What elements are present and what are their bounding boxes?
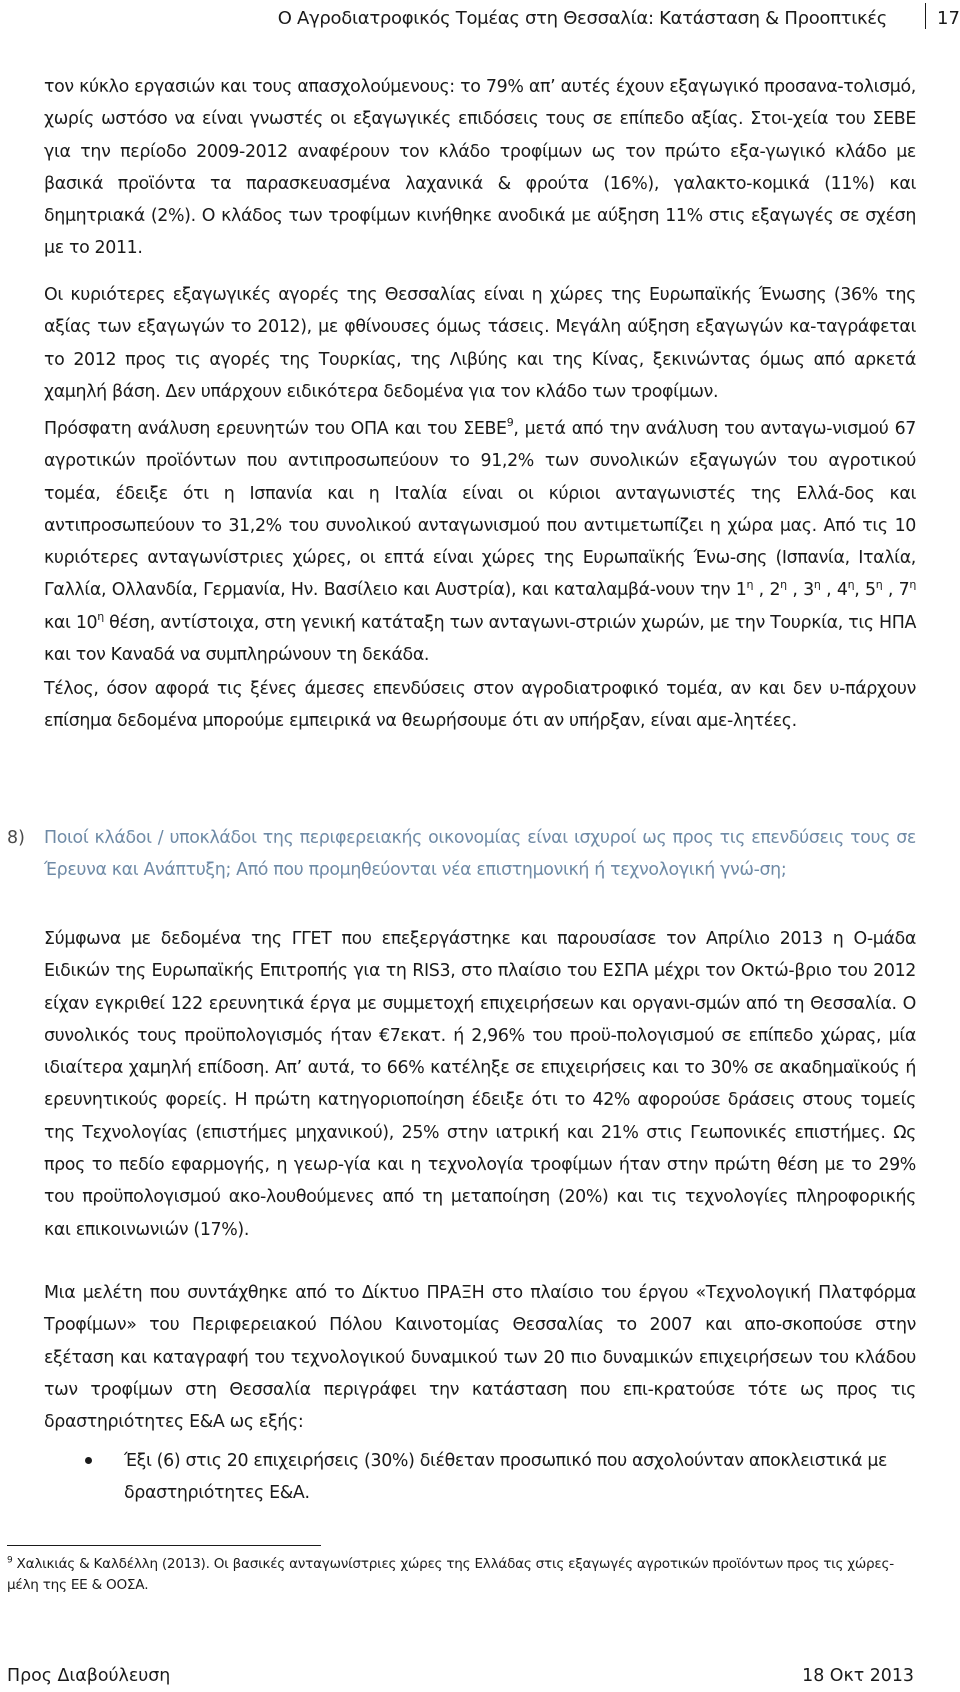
page-header — [0, 0, 960, 40]
ordinal-suffix: η — [813, 577, 821, 591]
text-run: , 4 — [820, 580, 848, 601]
ordinal-suffix: η — [875, 577, 883, 591]
bullet-icon — [85, 1457, 92, 1464]
paragraph-foreign-investment: Τέλος, όσον αφορά τις ξένες άμεσες επενδύσεις στον αγροδιατροφικό τομέα, αν και δεν υ-πάρχουν επίσημα δεδομένα μπορούμε εμπειρικά να θεωρήσουμε ότι αν υπήρξαν, είναι αμε-λητέες. — [44, 679, 916, 732]
paragraph-exports-profile: τον κύκλο εργασιών και τους απασχολούμενους: το 79% απ’ αυτές έχουν εξαγωγικό προσανα-τολισμό, χωρίς ωστόσο να είναι γνωστές οι εξαγωγικές επιδόσεις τους σε επίπεδο αξίας. Στοι-χεία του ΣΕΒΕ για την περίοδο 2009-2012 αναφέρουν τον κλάδο τροφίμων ως τον πρώτο εξα-γωγικό κλάδο με βασικά προϊόντα τα παρασκευασμένα λαχανικά & φρούτα (16%), γαλακτο-κομικά (11%) και δημητριακά (2%). Ο κλάδος των τροφίμων κινήθηκε ανοδικά με αύξηση 11% στις εξαγωγές σε σχέση με το 2011. — [44, 77, 916, 259]
header-title: Ο Αγροδιατροφικός Τομέας στη Θεσσαλία: Κατάσταση & Προοπτικές — [277, 8, 887, 29]
text-run: , 2 — [753, 580, 781, 601]
ordinal-suffix: η — [909, 577, 917, 591]
footnote-reference[interactable]: 9 — [506, 416, 514, 430]
footer-date: 18 Οκτ 2013 — [802, 1666, 914, 1686]
ordinal-suffix: η — [97, 609, 104, 623]
text-run: Πρόσφατη ανάλυση ερευνητών του ΟΠΑ και του ΣΕΒΕ — [44, 419, 507, 439]
paragraph-export-markets: Οι κυριότερες εξαγωγικές αγορές της Θεσσαλίας είναι η χώρες της Ευρωπαϊκής Ένωσης (36% της αξίας των εξαγωγών το 2012), με φθίνουσες όμως τάσεις. Μεγάλη αύξηση εξαγωγών κα-ταγράφεται το 2012 προς τις αγορές της Τουρκίας, της Λιβύης και της Κίνας, ξεκινώντας όμως από αρκετά χαμηλή βάση. Δεν υπάρχουν ειδικότερα δεδομένα για τον κλάδο των τροφίμων. — [44, 285, 916, 402]
footnote — [7, 1554, 917, 1596]
header-divider — [925, 3, 926, 29]
footnote-divider — [7, 1545, 321, 1546]
paragraph-praxi-study: Μια μελέτη που συντάχθηκε από το Δίκτυο ΠΡΑΞΗ στο πλαίσιο του έργου «Τεχνολογική Πλατφόρμα Τροφίμων» του Περιφερειακού Πόλου Καινοτομίας Θεσσαλίας το 2007 και απο-σκοπούσε στην εξέταση και καταγραφή του τεχνολογικού δυναμικού των 20 πιο δυναμικών επιχειρήσεων του κλάδου των τροφίμων στη Θεσσαλία περιγράφει την κατάσταση που επι-κρατούσε τότε ως προς τις δραστηριότητες Ε&Α ως εξής: — [44, 1283, 916, 1433]
footnote-text: Χαλικιάς & Καλδέλλη (2013). Οι βασικές ανταγωνίστριες χώρες της Ελλάδας στις εξαγωγές αγροτικών προϊόντων προς τις χώρες-μέλη της ΕΕ & ΟΟΣΑ. — [7, 1556, 894, 1593]
paragraph-research-projects: Σύμφωνα με δεδομένα της ΓΓΕΤ που επεξεργάστηκε και παρουσίασε τον Απρίλιο 2013 η Ο-μάδα Ειδικών της Ευρωπαϊκής Επιτροπής για τη RIS3, στο πλαίσιο του ΕΣΠΑ μέχρι τον Οκτώ-βριο του 2012 είχαν εγκριθεί 122 ερευνητικά έργα με συμμετοχή επιχειρήσεων και οργανι-σμών από τη Θεσσαλία. Ο συνολικός τους προϋπολογισμός ήταν €7εκατ. ή 2,96% του προϋ-πολογισμού σε επίπεδο χώρας, μία ιδιαίτερα χαμηλή επίδοση. Απ’ αυτά, το 66% κατέληξε σε επιχειρήσεις και το 30% σε ακαδημαϊκούς ή ερευνητικούς φορείς. Η πρώτη κατηγοριοποίηση έδειξε ότι το 42% αφορούσε δράσεις στους τομείς της Τεχνολογίας (επιστήμες μηχανικού), 25% στην ιατρική και 21% στις Γεωπονικές επιστήμες. Ως προς το πεδίο εφαρμογής, η γεωρ-γία και η τεχνολογία τροφίμων ήταν στην πρώτη θέση με το 29% του προϋπολογισμού ακο-λουθούμενες από τη μεταποίηση (20%) και τις τεχνολογίες πληροφορικής και επικοινωνιών (17%). — [44, 929, 916, 1240]
question-number: 8) — [7, 828, 25, 848]
footer-label: Προς Διαβούλευση — [7, 1666, 171, 1686]
ordinal-suffix: η — [780, 577, 787, 591]
footnote-number: 9 — [7, 1555, 13, 1566]
ordinal-suffix: η — [746, 577, 754, 591]
question-heading: Ποιοί κλάδοι / υποκλάδοι της περιφερειακής οικονομίας είναι ισχυροί ως προς τις επενδύσεις τους σε Έρευνα και Ανάπτυξη; Από που προμηθεύονται νέα επιστημονική ή τεχνολογική γνώ-ση; — [44, 828, 916, 881]
text-run: , μετά από την ανάλυση του ανταγω-νισμού 67 αγροτικών προϊόντων που αντιπροσωπεύουν το 91,2% των συνολικών εξαγωγών του αγροτικού τομέα, έδειξε ότι η Ισπανία και η Ιταλία είναι οι κύριοι ανταγωνιστές της Ελλά-δος και αντιπροσωπεύουν το 31,2% του συνολικού ανταγωνισμού που αντιμετωπίζει η χώρα μας. Από τις 10 κυριότερες ανταγωνίστριες χώρες, οι επτά είναι χώρες της Ευρωπαϊκής Ένω-σης (Ισπανία, Ιταλία, Γαλλία, Ολλανδία, Γερμανία, Ην. Βασίλειο και Αυστρία), και καταλαμβά-νουν την 1 — [44, 419, 916, 601]
list-item: Έξι (6) στις 20 επιχειρήσεις (30%) διέθεταν προσωπικό που ασχολούνταν αποκλειστικά με δραστηριότητες Ε&Α. — [124, 1451, 888, 1504]
paragraph-competitors — [44, 413, 916, 671]
text-run: , 7 — [882, 580, 910, 601]
page-number: 17 — [937, 8, 960, 29]
text-run: και 10 — [44, 612, 98, 633]
text-run: , 3 — [786, 580, 814, 601]
text-run: , 5 — [854, 580, 876, 601]
text-run: θέση, αντίστοιχα, στη γενική κατάταξη των ανταγωνι-στριών χωρών, με την Τουρκία, τις ΗΠΑ και τον Καναδά να συμπληρώνουν τη δεκάδα. — [44, 612, 917, 666]
ordinal-suffix: η — [847, 577, 855, 591]
